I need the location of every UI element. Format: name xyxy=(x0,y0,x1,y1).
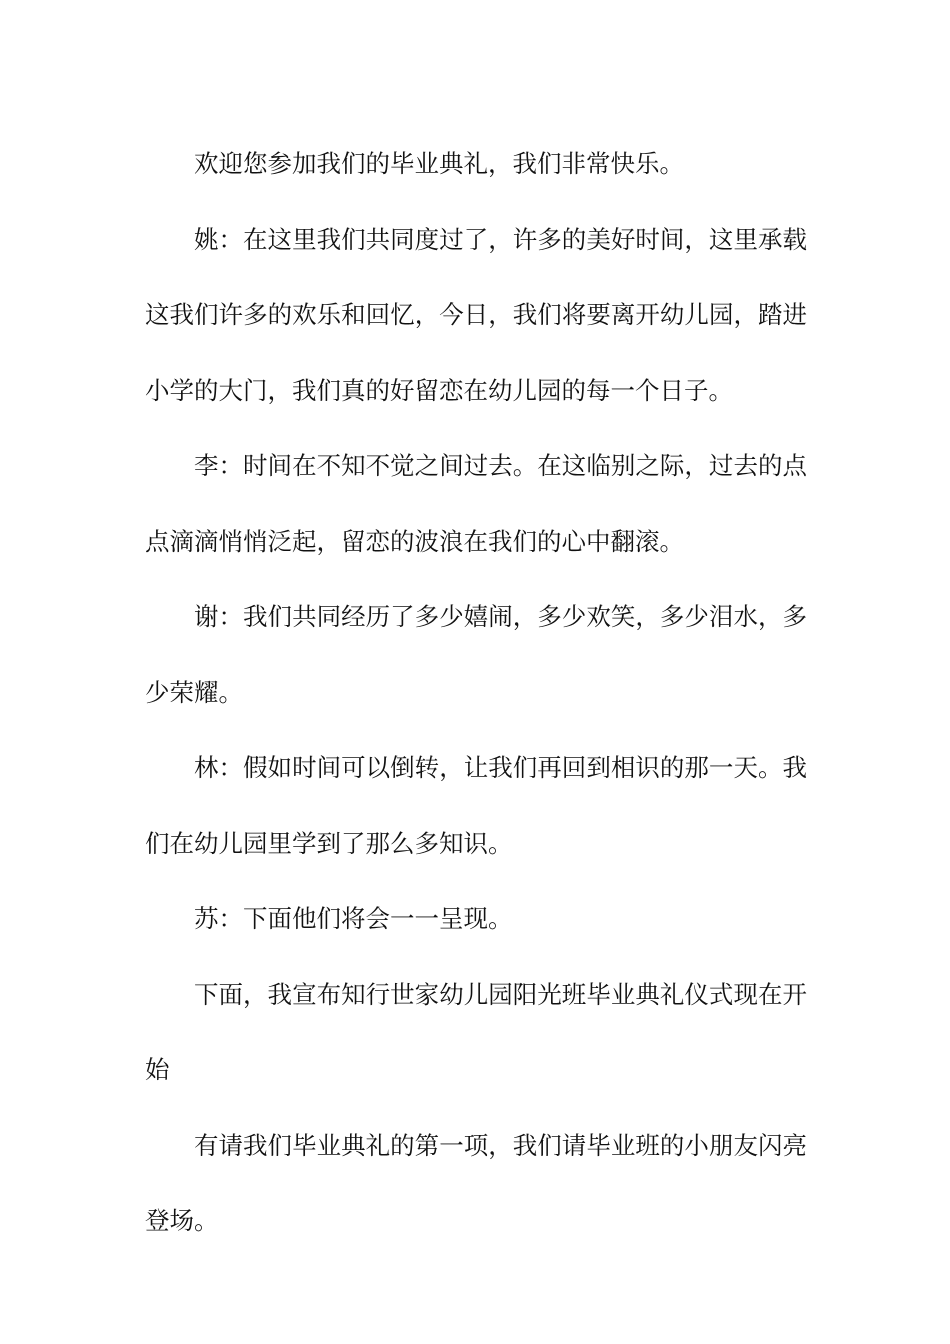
paragraph-lin: 林：假如时间可以倒转，让我们再回到相识的那一天。我们在幼儿园里学到了那么多知识。 xyxy=(145,753,807,858)
paragraph-xie: 谢：我们共同经历了多少嬉闹，多少欢笑，多少泪水，多少荣耀。 xyxy=(145,602,807,707)
paragraph-welcome: 欢迎您参加我们的毕业典礼，我们非常快乐。 xyxy=(194,149,684,178)
document-body xyxy=(145,126,807,1259)
paragraph-su: 苏：下面他们将会一一呈现。 xyxy=(194,904,513,933)
paragraph-announcement: 下面，我宣布知行世家幼儿园阳光班毕业典礼仪式现在开始 xyxy=(145,979,807,1084)
paragraph-first-item: 有请我们毕业典礼的第一项，我们请毕业班的小朋友闪亮登场。 xyxy=(145,1130,807,1235)
paragraph-li: 李：时间在不知不觉之间过去。在这临别之际，过去的点点滴滴悄悄泛起，留恋的波浪在我们的心中翻滚。 xyxy=(145,451,807,556)
paragraph-yao: 姚：在这里我们共同度过了，许多的美好时间，这里承载这我们许多的欢乐和回忆，今日，我们将要离开幼儿园，踏进小学的大门，我们真的好留恋在幼儿园的每一个日子。 xyxy=(145,224,807,405)
